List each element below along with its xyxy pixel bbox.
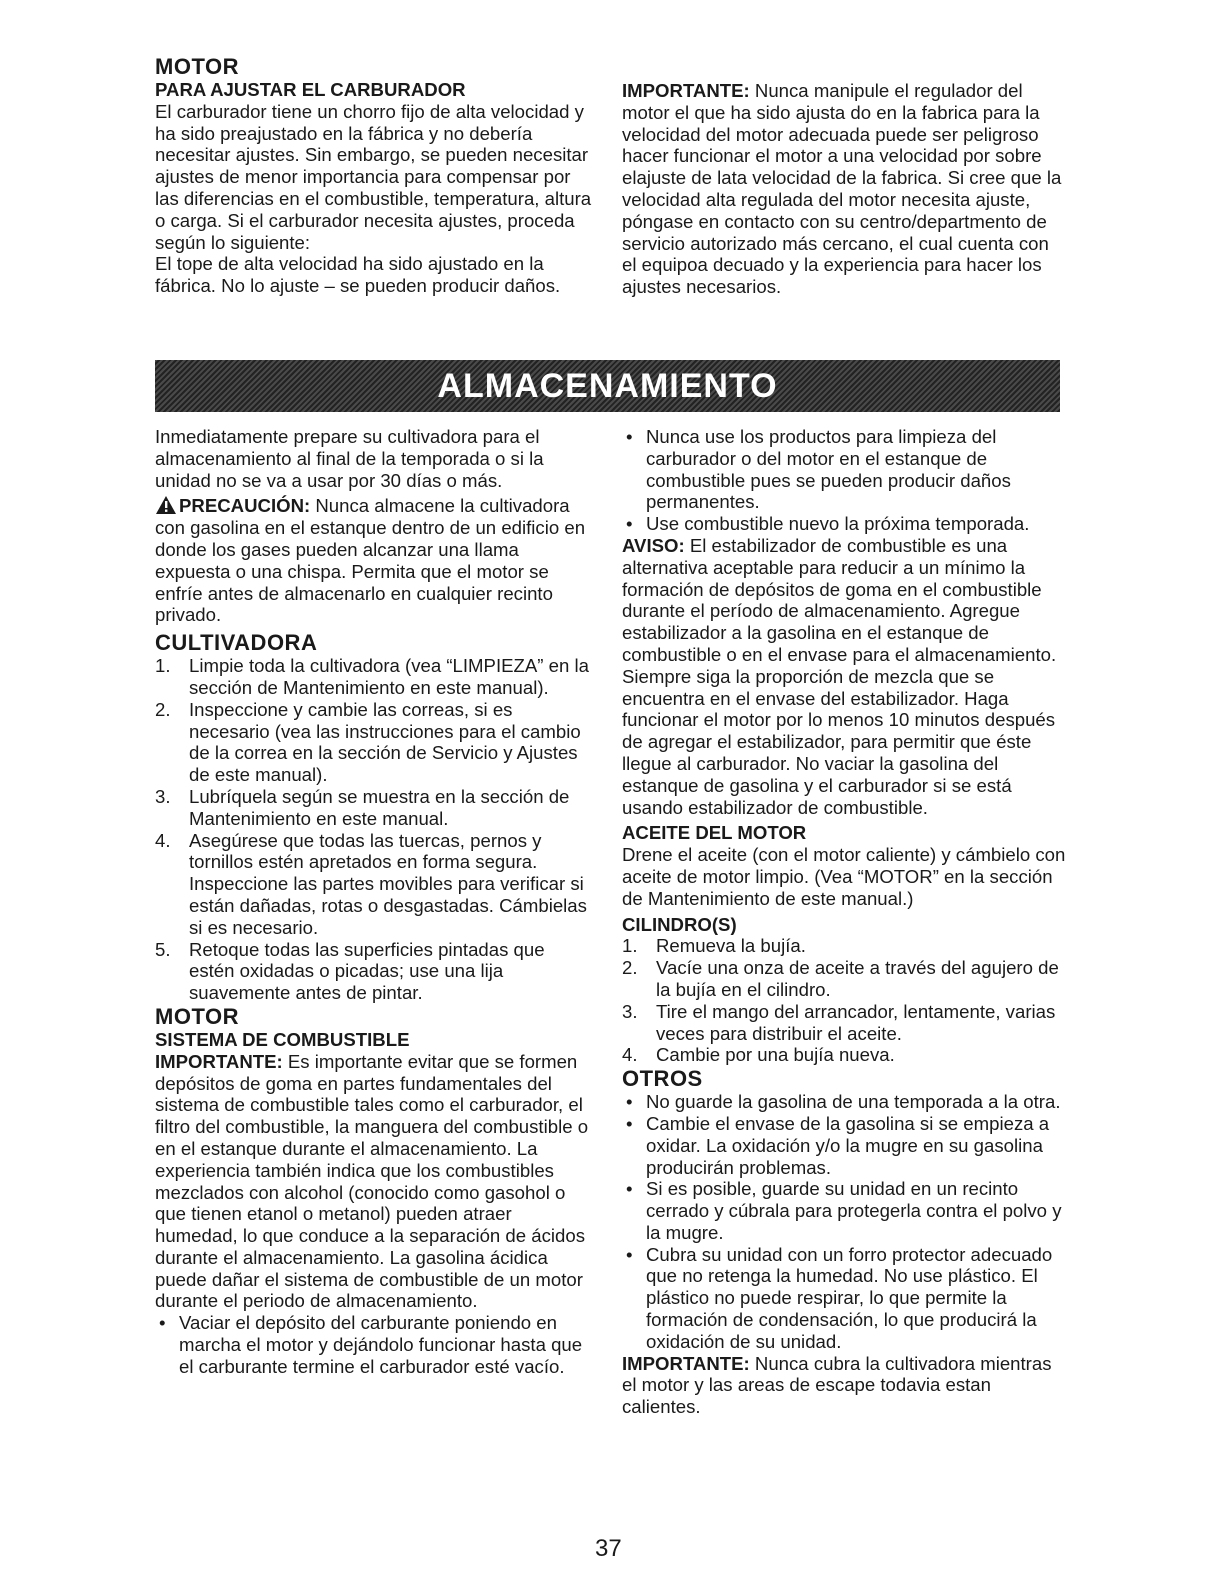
final-warning-text: Nunca cubra la cultivadora mientras el motor y las areas de escape todavia estan calientes. — [622, 1352, 1052, 1418]
list-item: • Nunca use los productos para limpieza del carburador o del motor en el estanque de combustible pues se pueden producir daños permanentes. — [622, 426, 1067, 513]
aviso-text: El estabilizador de combustible es una alternativa aceptable para reducir a un mínimo la formación de depósitos de goma en el combustible durante el período de almacenamiento. Agregue estabilizador a la gasolina en el estanque de combustible o en el envase para el almacenamiento. Siempre siga la proporción de mezcla que se encuentra en el envase del estabilizador. Haga funcionar el motor por lo menos 10 minutos después de agregar el estabilizador, para permitir que éste llegue al carburador. No vaciar la gasolina del estanque de gasolina y el carburador si se está usando estabilizador de combustible. — [622, 534, 1057, 818]
important-label: IMPORTANTE: — [622, 1352, 750, 1374]
fuel-bullets — [155, 1312, 595, 1377]
aviso-label: AVISO: — [622, 534, 685, 556]
right-column — [622, 426, 1067, 1418]
list-item: • Vaciar el depósito del carburante poniendo en marcha el motor y dejándolo funcionar hasta que el carburante termine el carburador esté vacío. — [155, 1312, 595, 1377]
list-item: 2. Vacíe una onza de aceite a través del agujero de la bujía en el cilindro. — [622, 957, 1059, 1000]
section-banner — [155, 360, 1060, 412]
motor-storage-heading: MOTOR — [155, 1003, 239, 1029]
final-warning — [622, 1353, 1067, 1418]
carburetor-subheading: PARA AJUSTAR EL CARBURADOR — [155, 79, 466, 100]
cilindro-steps — [622, 935, 1067, 1066]
aceite-paragraph: Drene el aceite (con el motor caliente) y cámbielo con aceite de motor limpio. (Vea “MOTOR” en la sección de Mantenimiento de este manual.) — [622, 844, 1066, 909]
list-item: 4. Cambie por una bujía nueva. — [622, 1044, 895, 1066]
caution-text: Nunca almacene la cultivadora con gasolina en el estanque dentro de un edificio en donde los gases pueden alcanzar una llama expuesta o una chispa. Permita que el motor se enfríe antes de almacenarlo en cualquier recinto privado. — [155, 495, 586, 626]
governor-warning — [622, 80, 1067, 298]
list-item: 1. Remueva la bujía. — [622, 935, 806, 957]
motor-heading: MOTOR — [155, 54, 239, 79]
fuel-system-heading: SISTEMA DE COMBUSTIBLE — [155, 1028, 410, 1050]
page-number: 37 — [595, 1535, 622, 1562]
list-item: 5. Retoque todas las superficies pintadas que estén oxidadas o picadas; use una lija suavemente antes de pintar. — [155, 938, 545, 1004]
high-speed-stop-paragraph: El tope de alta velocidad ha sido ajustado en la fábrica. No lo ajuste – se pueden producir daños. — [155, 253, 561, 297]
banner-title: ALMACENAMIENTO — [437, 366, 778, 405]
list-item: • Cubra su unidad con un forro protector adecuado que no retenga la humedad. No use plástico. El plástico no puede respirar, lo que permite la formación de condensación, lo que producirá la oxidación de su unidad. — [622, 1244, 1067, 1353]
list-item: • Si es posible, guarde su unidad en un recinto cerrado y cúbrala para protegerla contra el polvo y la mugre. — [622, 1178, 1067, 1243]
list-item: • No guarde la gasolina de una temporada a la otra. — [622, 1091, 1067, 1113]
aviso-paragraph — [622, 535, 1067, 818]
important-label: IMPORTANTE: — [155, 1050, 283, 1072]
top-left-column — [155, 54, 595, 297]
list-item: 3. Lubríquela según se muestra en la sección de Mantenimiento en este manual. — [155, 785, 570, 829]
caution-label: PRECAUCIÓN: — [179, 495, 311, 517]
list-item: 4. Asegúrese que todas las tuercas, pernos y tornillos estén apretados en forma segura. Inspeccione las partes movibles para verificar si están dañadas, rotas o desgastadas. Cámbielas si es necesario. — [155, 829, 587, 938]
fuel-system-paragraph — [155, 1051, 595, 1313]
list-item: 2. Inspeccione y cambie las correas, si es necesario (vea las instrucciones para el cambio de la correa en la sección de Servicio y Ajustes de este manual). — [155, 698, 581, 786]
caution-paragraph — [155, 495, 595, 626]
aceite-heading: ACEITE DEL MOTOR — [622, 822, 807, 844]
left-column — [155, 426, 595, 1378]
otros-bullets — [622, 1091, 1067, 1353]
list-item: 1. Limpie toda la cultivadora (vea “LIMPIEZA” en la sección de Mantenimiento en este manual). — [155, 655, 589, 698]
warning-triangle-icon — [155, 495, 177, 515]
storage-intro: Inmediatamente prepare su cultivadora para el almacenamiento al final de la temporada o si la unidad no se va a usar por 30 días o más. — [155, 426, 544, 491]
important-label: IMPORTANTE: — [622, 80, 750, 101]
list-item: • Use combustible nuevo la próxima temporada. — [622, 513, 1067, 535]
cultivadora-heading: CULTIVADORA — [155, 630, 318, 656]
cilindro-heading: CILINDRO(S) — [622, 913, 737, 935]
list-item: 3. Tire el mango del arrancador, lentamente, varias veces para distribuir el aceite. — [622, 1000, 1056, 1044]
governor-warning-text: Nunca manipule el regulador del motor el que ha sido ajusta do en la fabrica para la velocidad del motor adecuada puede ser peligroso hacer funcionar el motor a una velocidad por sobre elajuste de lata velocidad de la fabrica. Si cree que la velocidad alta regulada del motor necesita ajuste, póngase en contacto con su centro/departmento de servicio autorizado más cercano, el cual cuenta con el equipoa decuado y la experiencia para hacer los ajustes necesarios. — [622, 80, 1062, 298]
top-right-column — [622, 80, 1067, 298]
cultivadora-steps — [155, 655, 595, 1004]
otros-heading: OTROS — [622, 1066, 703, 1092]
cleaning-bullets — [622, 426, 1067, 535]
list-item: • Cambie el envase de la gasolina si se empieza a oxidar. La oxidación y/o la mugre en su gasolina producirán problemas. — [622, 1113, 1067, 1178]
carburetor-paragraph: El carburador tiene un chorro fijo de alta velocidad y ha sido preajustado en la fábrica y no debería necesitar ajustes. Sin embargo, se pueden necesitar ajustes de menor importancia para compensar por las diferencias en el combustible, temperatura, altura o carga. Si el carburador necesita ajustes, proceda según lo siguiente: — [155, 100, 592, 253]
fuel-system-text: Es importante evitar que se formen depósitos de goma en partes fundamentales del sistema de combustible tales como el carburador, el filtro del combustible, la manguera del combustible o en el estanque durante el almacenamiento. La experiencia también indica que los combustibles mezclados con alcohol (conocido como gasohol o que tienen etanol o metanol) pueden atraer humedad, lo que conduce a la separación de ácidos durante el almacenamiento. La gasolina ácidica puede dañar el sistema de combustible de un motor durante el periodo de almacenamiento. — [155, 1050, 589, 1312]
